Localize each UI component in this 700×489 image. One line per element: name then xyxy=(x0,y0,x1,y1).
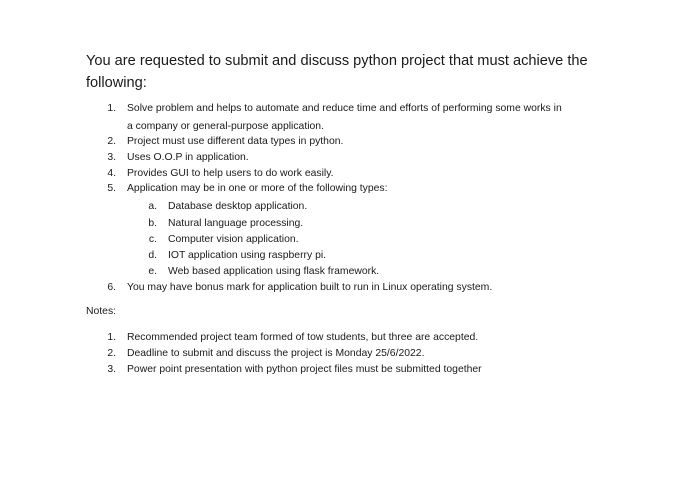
intro-paragraph: You are requested to submit and discuss python project that must achieve the following: xyxy=(86,53,588,91)
item-text: Natural language processing. xyxy=(168,218,304,229)
item-text: Application may be in one or more of the following types: xyxy=(127,183,388,194)
item-text: Recommended project team formed of tow students, but three are accepted. xyxy=(127,332,479,343)
item-text: Uses O.O.P in application. xyxy=(127,152,249,163)
item-text: Deadline to submit and discuss the project is Monday 25/6/2022. xyxy=(127,348,425,359)
item-letter: e. xyxy=(148,266,157,277)
item-number: 3. xyxy=(107,364,116,375)
item-text: Power point presentation with python project files must be submitted together xyxy=(127,364,482,375)
item-text: Computer vision application. xyxy=(168,234,299,245)
item-number: 1. xyxy=(107,103,116,114)
item-text: Provides GUI to help users to do work easily. xyxy=(127,168,334,179)
item-number: 4. xyxy=(107,168,116,179)
item-number: 6. xyxy=(107,282,116,293)
item-text: Database desktop application. xyxy=(168,201,308,212)
item-text: Web based application using flask framework. xyxy=(168,266,380,277)
item-text: Solve problem and helps to automate and reduce time and efforts of performing some works in xyxy=(127,103,562,114)
item-letter: d. xyxy=(148,250,157,261)
item-number: 2. xyxy=(107,348,116,359)
item-text: You may have bonus mark for application built to run in Linux operating system. xyxy=(127,282,493,293)
item-letter: b. xyxy=(148,218,157,229)
notes-heading: Notes: xyxy=(86,306,117,317)
item-number: 1. xyxy=(107,332,116,343)
item-number: 5. xyxy=(107,183,116,194)
item-text: IOT application using raspberry pi. xyxy=(168,250,327,261)
item-letter: a. xyxy=(148,201,157,212)
item-number: 2. xyxy=(107,136,116,147)
item-text: Project must use different data types in python. xyxy=(127,136,344,147)
item-number: 3. xyxy=(107,152,116,163)
item-text-continuation: a company or general-purpose application. xyxy=(127,121,324,132)
item-letter: c. xyxy=(148,234,157,245)
